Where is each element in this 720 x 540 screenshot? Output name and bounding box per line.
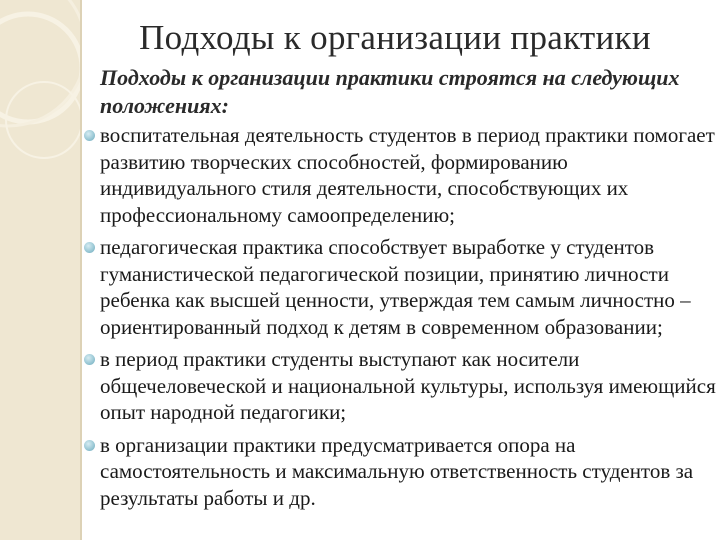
list-item xyxy=(88,432,716,512)
list-item xyxy=(88,234,716,340)
decorative-side-band xyxy=(0,0,80,540)
bullet-icon xyxy=(84,242,95,253)
slide-content xyxy=(88,64,716,517)
slide-title: Подходы к организации практики xyxy=(139,18,651,57)
list-item-text: в период практики студенты выступают как носители общечеловеческой и национальной культуры, используя имеющийся опыт народной педагогики; xyxy=(100,347,716,424)
intro-text: Подходы к организации практики строятся на следующих положениях: xyxy=(100,65,680,118)
bullet-icon xyxy=(84,130,95,141)
list-item-text: в организации практики предусматривается опора на самостоятельность и максимальную ответственность студентов за результаты работы и др. xyxy=(100,432,694,510)
bullet-icon xyxy=(84,354,95,365)
list-item-text: воспитательная деятельность студентов в период практики помогает развитию творческих способностей, формированию индивидуального стиля деятельности, способствующих их профессиональному самоопределению; xyxy=(100,123,715,227)
bullet-list xyxy=(88,122,716,511)
list-item xyxy=(88,122,716,228)
list-item xyxy=(88,346,716,426)
bullet-icon xyxy=(84,440,95,451)
divider-line xyxy=(80,0,82,540)
decorative-circles xyxy=(0,0,80,540)
list-item-text: педагогическая практика способствует выработке у студентов гуманистической педагогической позиции, принятию личности ребенка как высшей ценности, утверждая тем самым личностно – ориентированный подход к детям в современном образовании; xyxy=(100,235,691,339)
